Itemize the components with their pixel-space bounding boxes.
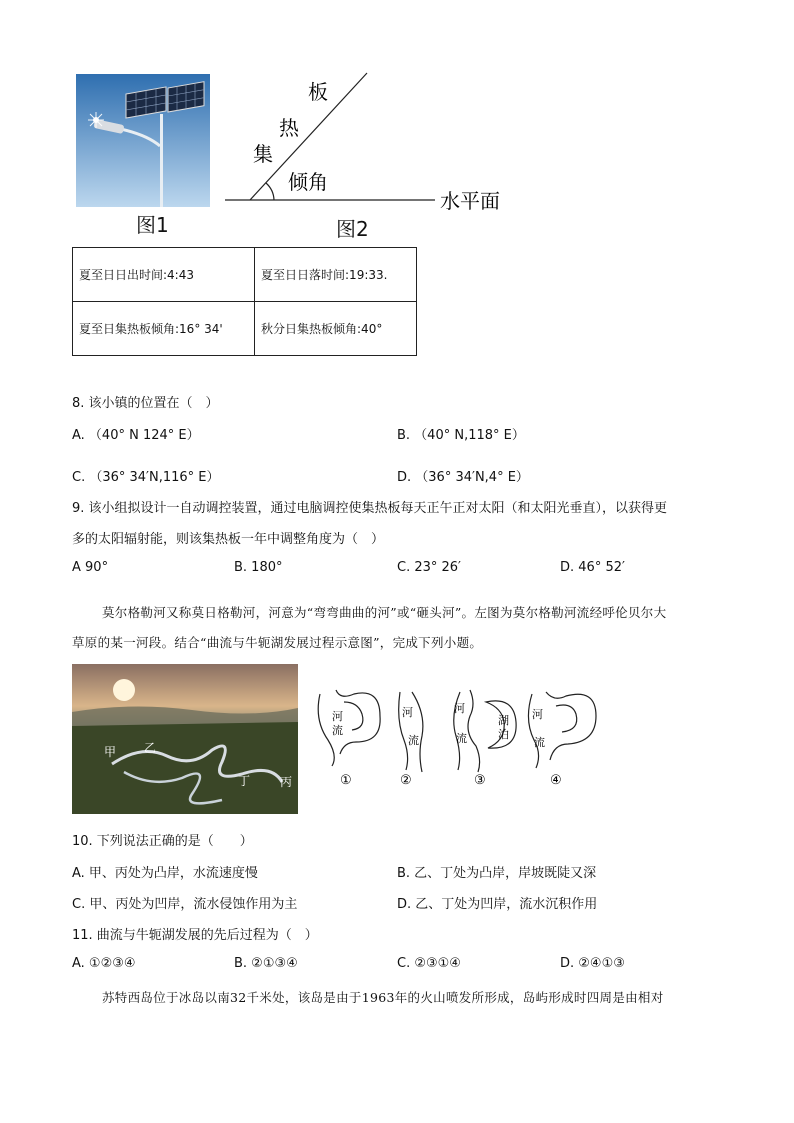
q8-stem: 8. 该小镇的位置在（ ）	[72, 396, 219, 411]
q11-option-a: A. ①②③④	[72, 956, 136, 971]
stage2-text-1: 河	[402, 706, 413, 719]
table-row	[73, 248, 417, 302]
angle-arc	[266, 183, 274, 200]
stage2-text-2: 流	[408, 734, 419, 747]
stage4-text-2: 流	[534, 736, 545, 749]
info-table	[72, 247, 417, 356]
stage3-text-1: 河	[454, 702, 465, 715]
q8-option-a: A. （40° N 124° E）	[72, 428, 200, 443]
stage4-num: ④	[550, 773, 562, 788]
q9-stem-line1: 9. 该小组拟设计一自动调控装置，通过电脑调控使集热板每天正午正对太阳（和太阳光垂直），以获得更	[72, 501, 668, 516]
stage3-num: ③	[474, 773, 486, 788]
board-char-1: 板	[308, 80, 328, 104]
stage2-num: ②	[400, 773, 412, 788]
q8-option-d: D. （36° 34′N,4° E）	[397, 470, 529, 485]
passage-line1: 莫尔格勒河又称莫日格勒河，河意为“弯弯曲曲的河”或“砸头河”。左图为莫尔格勒河流经呼伦贝尔大	[102, 605, 667, 620]
stage3-lake-1: 湖	[498, 714, 509, 727]
stage1-text-2: 流	[332, 724, 343, 737]
meander-development-diagram	[310, 680, 600, 790]
passage-line2: 草原的某一河段。结合“曲流与牛轭湖发展过程示意图”，完成下列小题。	[72, 635, 483, 650]
q11-option-b: B. ②①③④	[234, 956, 298, 971]
label-yi: 乙	[144, 741, 157, 755]
label-jia: 甲	[104, 745, 117, 759]
figure1-label: 图1	[136, 213, 169, 237]
q10-option-d: D. 乙、丁处为凹岸，流水沉积作用	[397, 897, 598, 912]
board-char-2: 热	[279, 116, 299, 140]
angle-label: 倾角	[288, 170, 328, 194]
q10-option-c: C. 甲、丙处为凹岸，流水侵蚀作用为主	[72, 897, 298, 912]
meander-stage-4	[528, 692, 596, 788]
q8-option-c: C. （36° 34′N,116° E）	[72, 470, 220, 485]
river-photo	[72, 664, 298, 814]
q9-option-b: B. 180°	[234, 560, 283, 575]
q10-option-b: B. 乙、丁处为凸岸，岸坡既陡又深	[397, 866, 597, 881]
table-cell: 秋分日集热板倾角:40°	[255, 302, 417, 356]
label-ding: 丁	[238, 774, 251, 788]
passage2-line1: 苏特西岛位于冰岛以南32千米处，该岛是由于1963年的火山喷发所形成，岛屿形成时四周是由相对	[102, 990, 664, 1005]
q11-stem: 11. 曲流与牛轭湖发展的先后过程为（ ）	[72, 928, 318, 943]
table-cell: 夏至日日落时间:19:33.	[255, 248, 417, 302]
stage1-text-1: 河	[332, 710, 343, 723]
stage4-text-1: 河	[532, 708, 543, 721]
q8-option-b: B. （40° N,118° E）	[397, 428, 525, 443]
solar-lamp-photo	[76, 74, 210, 207]
stage3-text-2: 流	[456, 732, 467, 745]
meander-stage-1	[318, 690, 380, 788]
q9-option-a: A 90°	[72, 560, 109, 575]
q9-stem-line2: 多的太阳辐射能，则该集热板一年中调整角度为（ ）	[72, 532, 385, 547]
board-char-3: 集	[253, 142, 273, 166]
q10-stem: 10. 下列说法正确的是（ ）	[72, 834, 253, 849]
q11-option-c: C. ②③①④	[397, 956, 461, 971]
horizontal-label: 水平面	[440, 189, 500, 213]
q9-option-d: D. 46° 52′	[560, 560, 625, 575]
table-row	[73, 302, 417, 356]
figure2-label: 图2	[336, 217, 369, 241]
meander-stage-3	[454, 690, 516, 788]
table-cell: 夏至日日出时间:4:43	[73, 248, 255, 302]
meander-stage-2	[399, 692, 423, 788]
stage3-lake-2: 泊	[498, 728, 509, 741]
stage1-num: ①	[340, 773, 352, 788]
table-cell: 夏至日集热板倾角:16° 34'	[73, 302, 255, 356]
q11-option-d: D. ②④①③	[560, 956, 625, 971]
label-bing: 丙	[280, 775, 293, 789]
q10-option-a: A. 甲、丙处为凸岸，水流速度慢	[72, 866, 258, 881]
q9-option-c: C. 23° 26′	[397, 560, 462, 575]
